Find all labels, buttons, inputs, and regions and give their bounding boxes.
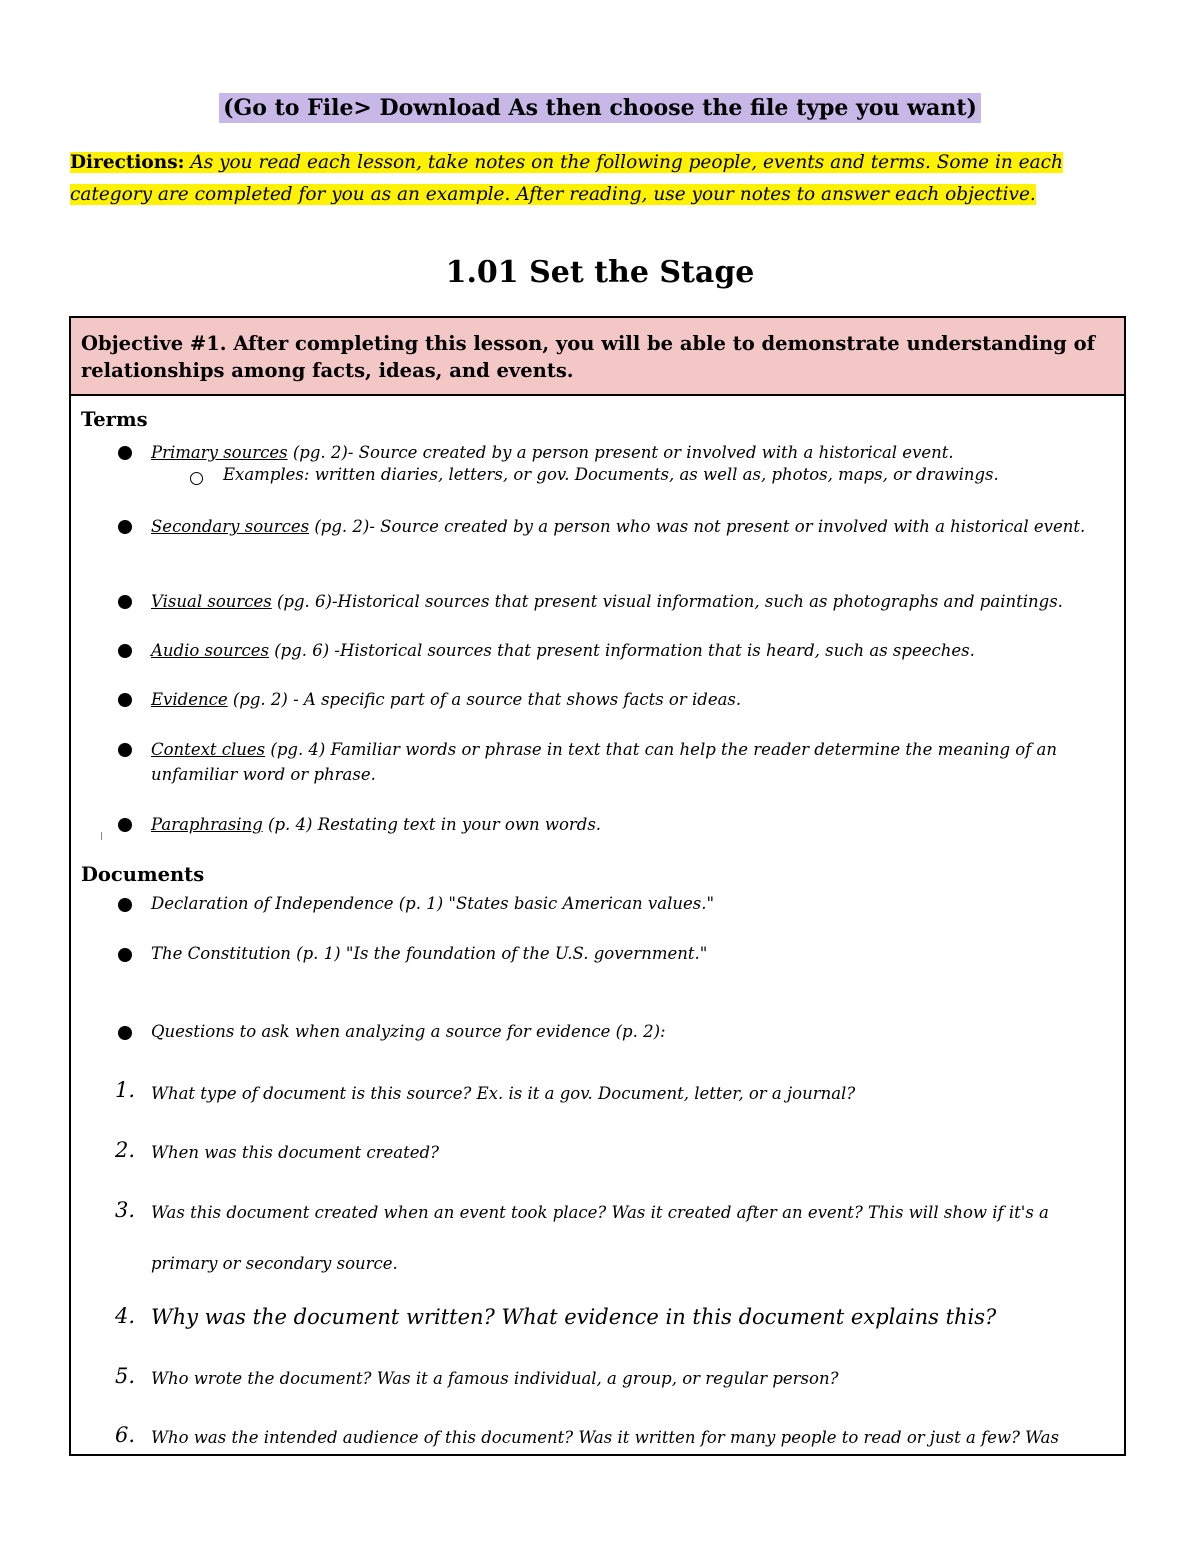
question-number: 5. — [115, 1364, 136, 1388]
lesson-title: 1.01 Set the Stage — [445, 255, 755, 290]
question-3-continued: primary or secondary source. — [151, 1254, 398, 1273]
bullet-icon — [118, 818, 132, 832]
term-audio-sources: Audio sources (pg. 6) -Historical sources that present information that is heard, such as speeches. — [151, 641, 975, 660]
question-number: 6. — [115, 1423, 136, 1447]
download-instruction — [0, 95, 1200, 121]
question-4: Why was the document written? What evidence in this document explains this? — [151, 1305, 997, 1329]
bullet-icon — [118, 520, 132, 534]
primary-sources-example: Examples: written diaries, letters, or gov. Documents, as well as, photos, maps, or drawings. — [223, 465, 999, 484]
term-context-clues: Context clues (pg. 4) Familiar words or phrase in text that can help the reader determine the meaning of an unfamiliar word or phrase. — [151, 740, 1058, 784]
download-instruction-text: (Go to File> Download As then choose the file type you want) — [219, 93, 981, 123]
question-number: 2. — [115, 1138, 136, 1162]
question-5: Who wrote the document? Was it a famous individual, a group, or regular person? — [151, 1369, 839, 1388]
question-2: When was this document created? — [151, 1143, 439, 1162]
question-number: 4. — [115, 1304, 136, 1328]
bullet-icon — [118, 1026, 132, 1040]
question-3: Was this document created when an event took place? Was it created after an event? This will show if it's a — [151, 1203, 1049, 1222]
question-number: 3. — [115, 1198, 136, 1222]
term-paraphrasing: Paraphrasing (p. 4) Restating text in your own words. — [151, 815, 602, 834]
document-constitution: The Constitution (p. 1) "Is the foundation of the U.S. government." — [151, 944, 708, 963]
bullet-icon — [118, 898, 132, 912]
terms-heading: Terms — [81, 408, 148, 431]
objective-label: Objective #1. — [81, 332, 227, 355]
objective-header — [71, 318, 1124, 396]
document-declaration: Declaration of Independence (p. 1) "States basic American values." — [151, 894, 715, 913]
term-secondary-sources: Secondary sources (pg. 2)- Source created by a person who was not present or involved with a historical event. — [151, 517, 1086, 536]
document-questions-intro: Questions to ask when analyzing a source for evidence (p. 2): — [151, 1022, 666, 1041]
bullet-icon — [118, 644, 132, 658]
objective-box — [69, 316, 1126, 1456]
bullet-icon — [118, 446, 132, 460]
directions-text: As you read each lesson, take notes on the following people, events and terms. Some in each category are completed for you as an example. After reading, use your notes to answer each objective. — [70, 152, 1063, 205]
objective-text: After completing this lesson, you will be able to demonstrate understanding of relationships among facts, ideas, and events. — [81, 332, 1095, 382]
question-1: What type of document is this source? Ex. is it a gov. Document, letter, or a journal? — [151, 1084, 856, 1103]
question-6: Who was the intended audience of this document? Was it written for many people to read or just a few? Was — [151, 1428, 1059, 1447]
bullet-icon — [118, 948, 132, 962]
margin-tick — [101, 832, 102, 840]
directions — [70, 147, 1130, 211]
directions-label: Directions: — [70, 152, 185, 173]
bullet-icon — [118, 595, 132, 609]
term-evidence: Evidence (pg. 2) - A specific part of a source that shows facts or ideas. — [151, 690, 742, 709]
bullet-icon — [118, 743, 132, 757]
term-visual-sources: Visual sources (pg. 6)-Historical sources that present visual information, such as photographs and paintings. — [151, 592, 1063, 611]
term-primary-sources: Primary sources (pg. 2)- Source created by a person present or involved with a historical event. — [151, 443, 954, 462]
bullet-icon — [118, 693, 132, 707]
question-number: 1. — [115, 1078, 136, 1102]
hollow-bullet-icon — [190, 472, 203, 485]
documents-heading: Documents — [81, 863, 205, 886]
